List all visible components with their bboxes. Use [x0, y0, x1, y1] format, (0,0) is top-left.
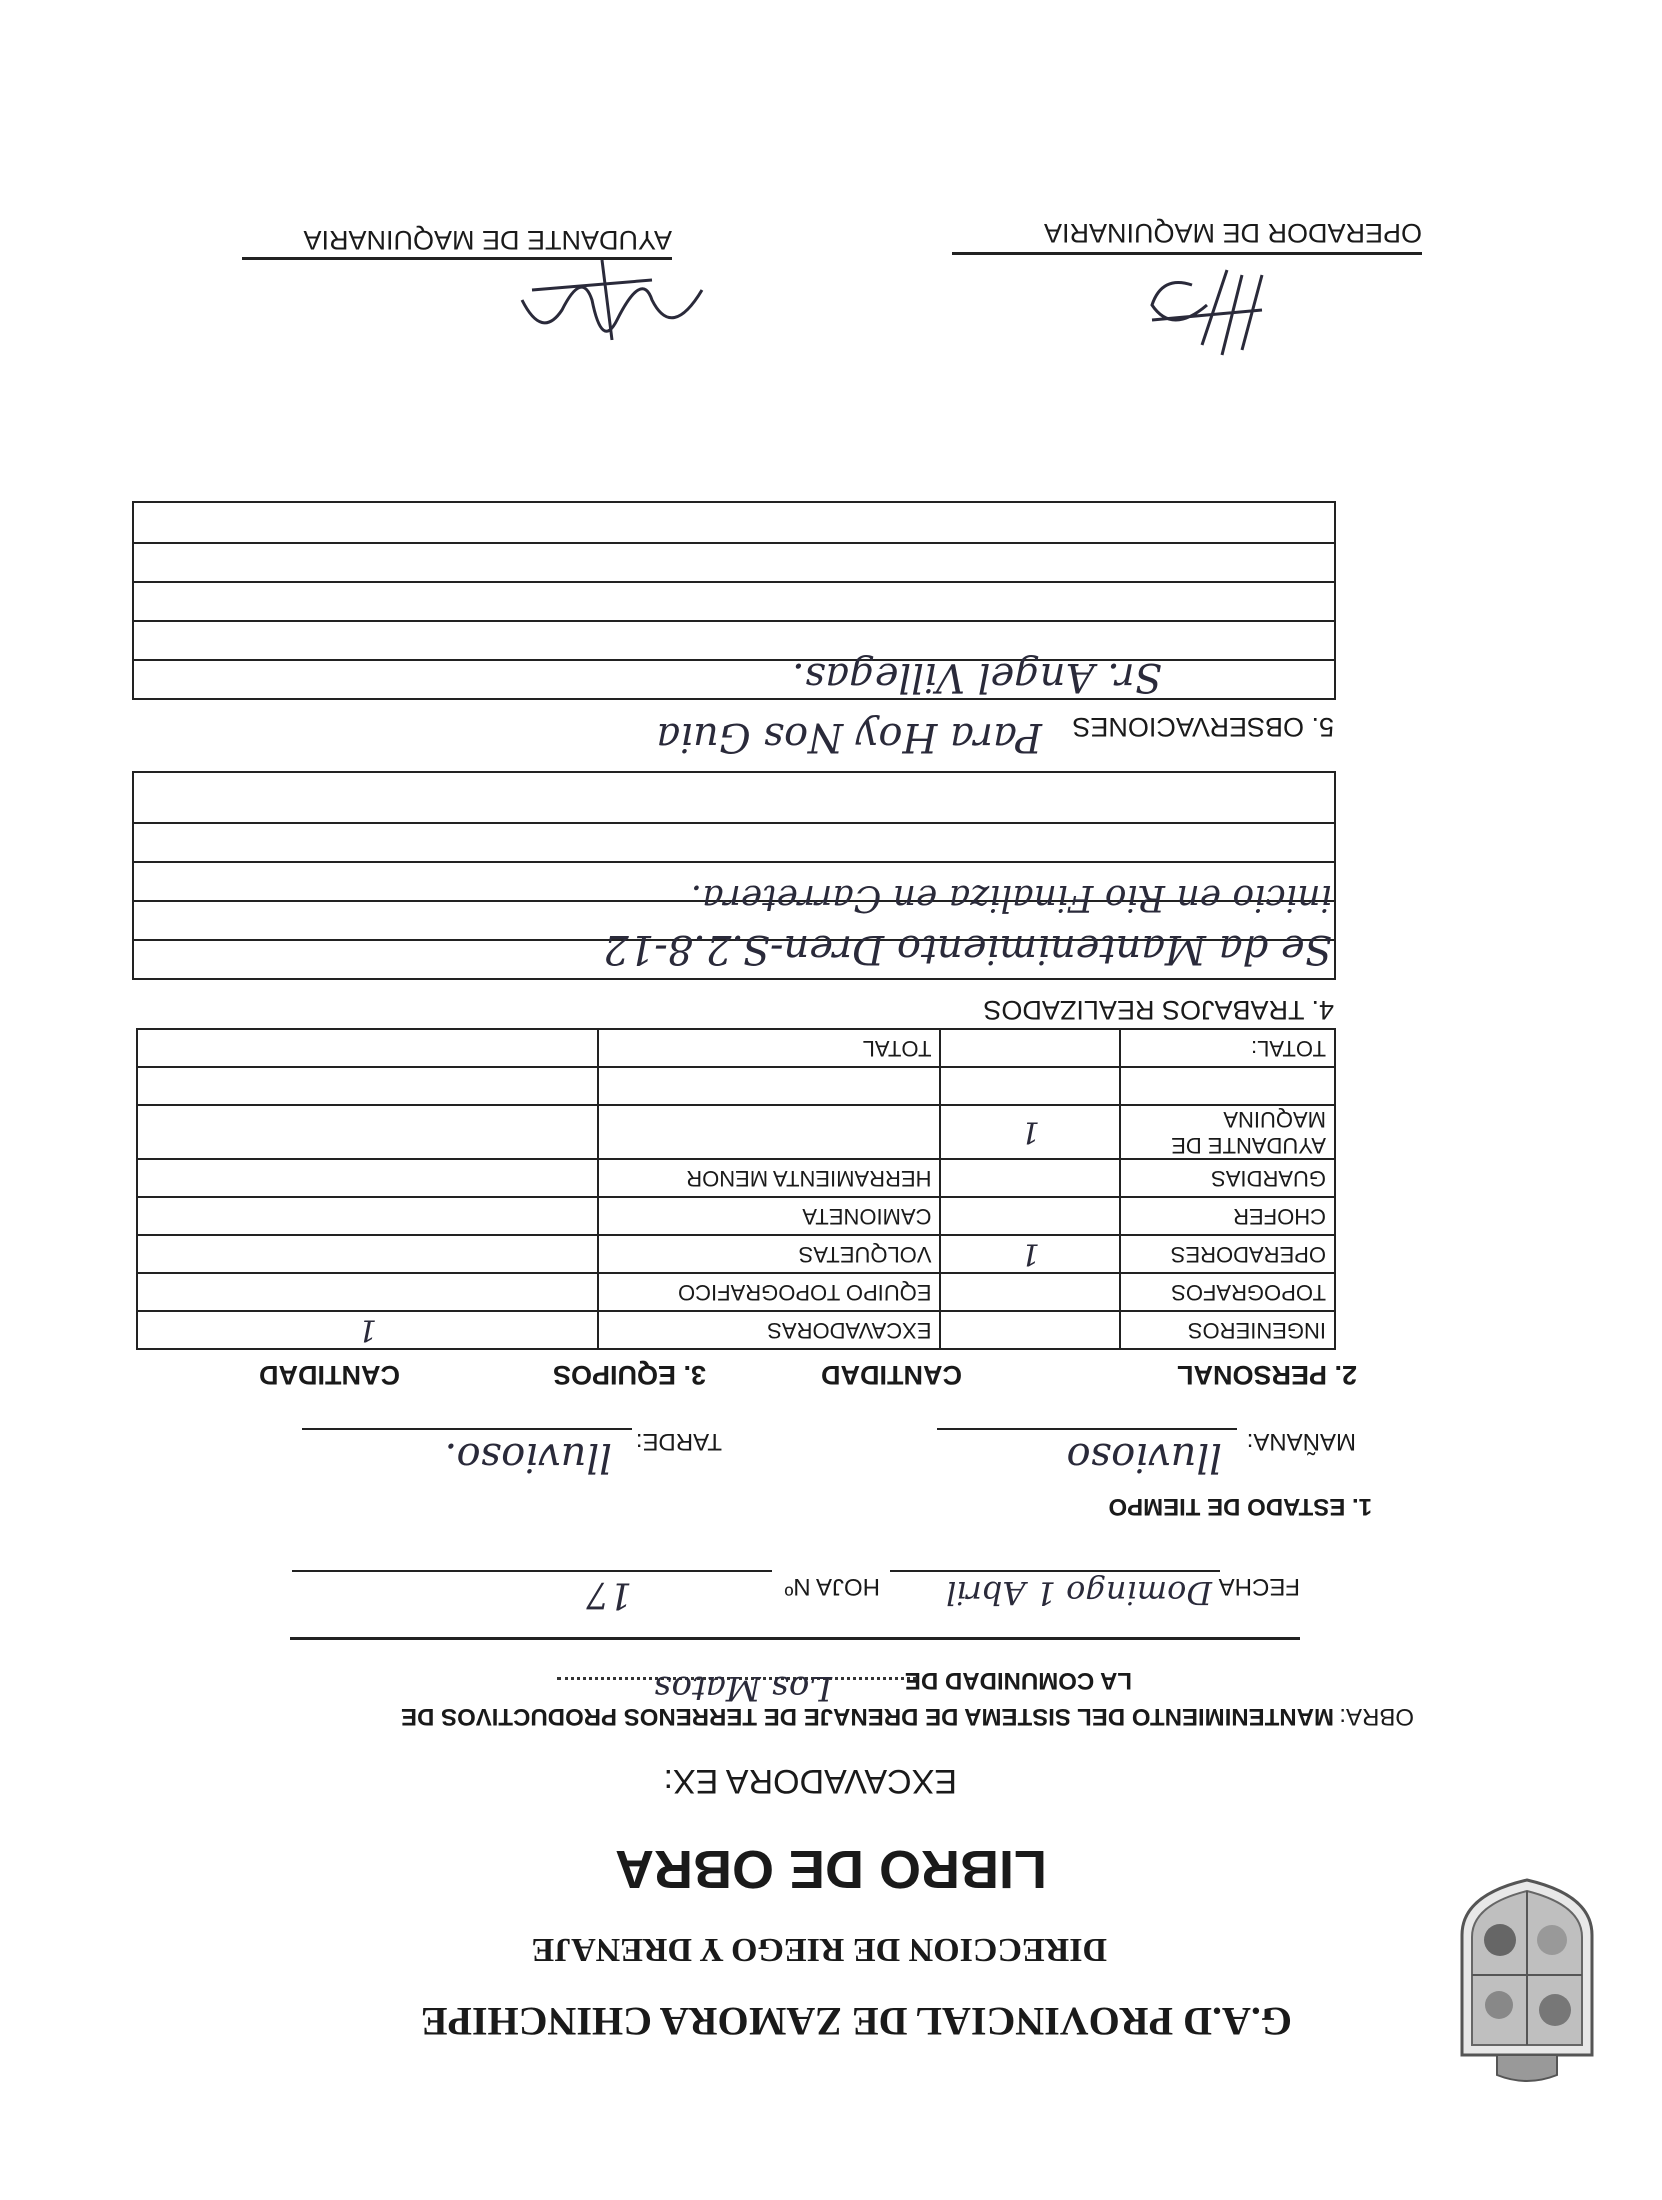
personal-cell: TOPOGRAFOS — [1120, 1273, 1335, 1311]
comunidad-value: Los Matos — [654, 1668, 832, 1708]
table-row — [137, 1029, 1335, 1067]
manana-line — [937, 1428, 1237, 1430]
personal-qty-cell — [940, 1311, 1120, 1349]
equipo-cell: EXCAVADORAS — [598, 1311, 941, 1349]
equipos-cantidad-heading: CANTIDAD — [259, 1360, 400, 1390]
table-row — [137, 1273, 1335, 1311]
excavadora-label: EXCAVADORA EX: — [663, 1762, 957, 1800]
table-row — [137, 1197, 1335, 1235]
obra-label: OBRA: — [1339, 1703, 1414, 1730]
personal-cell: CHOFER — [1120, 1197, 1335, 1235]
table-row — [137, 1235, 1335, 1273]
personal-cell: AYUDANTE DE MAQUINA — [1120, 1105, 1335, 1159]
operator-signature — [1132, 255, 1282, 365]
equipo-qty-cell: 1 — [137, 1311, 598, 1349]
trabajos-heading: 4. TRABAJOS REALIZADOS — [983, 995, 1334, 1025]
equipo-cell: EQUIPO TOPOGRAFICO — [598, 1273, 941, 1311]
hoja-label: HOJA Nº — [784, 1573, 880, 1600]
table-row — [137, 1105, 1335, 1159]
hoja-line — [292, 1570, 772, 1572]
assistant-signature — [502, 250, 712, 360]
personal-heading: 2. PERSONAL — [1176, 1360, 1357, 1390]
manana-label: MAÑANA: — [1246, 1428, 1356, 1455]
personal-qty-cell — [940, 1273, 1120, 1311]
tarde-value: lluvioso. — [444, 1434, 612, 1480]
obra-description: MANTENIMIENTO DEL SISTEMA DE DRENAJE DE TERRENOS PRODUCTIVOS DE — [401, 1703, 1334, 1730]
personal-qty-cell — [940, 1197, 1120, 1235]
trabajos-line-1: Se da Mantenimiento Dren-S.2.8-12 — [603, 926, 1332, 972]
equipo-cell — [598, 1067, 941, 1105]
equipo-qty-cell — [137, 1067, 598, 1105]
observaciones-heading: 5. OBSERVACIONES — [1072, 712, 1334, 742]
personal-cantidad-heading: CANTIDAD — [821, 1360, 962, 1390]
personal-qty-cell: 1 — [940, 1105, 1120, 1159]
tarde-line — [302, 1428, 632, 1430]
hoja-value: 17 — [586, 1574, 632, 1615]
equipo-qty-cell — [137, 1029, 598, 1067]
equipo-qty-cell — [137, 1159, 598, 1197]
personal-qty-cell: 1 — [940, 1235, 1120, 1273]
table-row — [137, 1159, 1335, 1197]
equipo-qty-cell — [137, 1105, 598, 1159]
personal-cell: INGENIEROS — [1120, 1311, 1335, 1349]
operator-signature-line — [952, 252, 1422, 255]
personal-qty-cell — [940, 1159, 1120, 1197]
equipo-cell: CAMIONETA — [598, 1197, 941, 1235]
fecha-label: FECHA — [1218, 1573, 1300, 1600]
personal-cell — [1120, 1067, 1335, 1105]
manana-value: lluvioso — [1066, 1434, 1222, 1480]
equipo-qty-cell — [137, 1197, 598, 1235]
org-name: G.A.D PROVINCIAL DE ZAMORA CHINCHIPE — [420, 1999, 1292, 2044]
assistant-signature-line — [242, 257, 672, 260]
personal-cell: GUARDIAS — [1120, 1159, 1335, 1197]
equipo-cell: VOLQUETAS — [598, 1235, 941, 1273]
observaciones-line-1: Para Hoy Nos Guia — [656, 714, 1042, 760]
personal-cell: OPERADORES — [1120, 1235, 1335, 1273]
personal-qty-cell — [940, 1067, 1120, 1105]
personal-equipos-table — [136, 1028, 1336, 1350]
equipo-cell — [598, 1105, 941, 1159]
observaciones-line-2: Sr. Angel Villegas. — [792, 654, 1162, 700]
document-title: LIBRO DE OBRA — [615, 1839, 1047, 1899]
trabajos-line-2: inicio en Rio Finaliza en Carretera. — [690, 877, 1332, 918]
equipo-qty-cell — [137, 1273, 598, 1311]
personal-qty-cell — [940, 1029, 1120, 1067]
estado-heading: 1. ESTADO DE TIEMPO — [1108, 1493, 1372, 1520]
tarde-label: TARDE: — [635, 1428, 722, 1455]
equipo-qty-cell — [137, 1235, 598, 1273]
top-rule — [290, 1637, 1300, 1640]
equipo-cell: HERRAMIENTA MENOR — [598, 1159, 941, 1197]
department-name: DIRECCION DE RIEGO Y DRENAJE — [531, 1931, 1107, 1968]
fecha-line — [890, 1570, 1220, 1572]
fecha-value: Domingo 1 Abril — [946, 1574, 1212, 1612]
table-row — [137, 1311, 1335, 1349]
comunidad-label: LA COMUNIDAD DE — [904, 1667, 1132, 1694]
coat-of-arms-logo — [1452, 1875, 1602, 2085]
equipos-heading: 3. EQUIPOS — [552, 1360, 706, 1390]
table-row — [137, 1067, 1335, 1105]
equipo-cell: TOTAL — [598, 1029, 941, 1067]
operator-label: OPERADOR DE MAQUINARIA — [1043, 218, 1422, 248]
assistant-label: AYUDANTE DE MAQUINARIA — [303, 225, 672, 255]
personal-cell: TOTAL: — [1120, 1029, 1335, 1067]
